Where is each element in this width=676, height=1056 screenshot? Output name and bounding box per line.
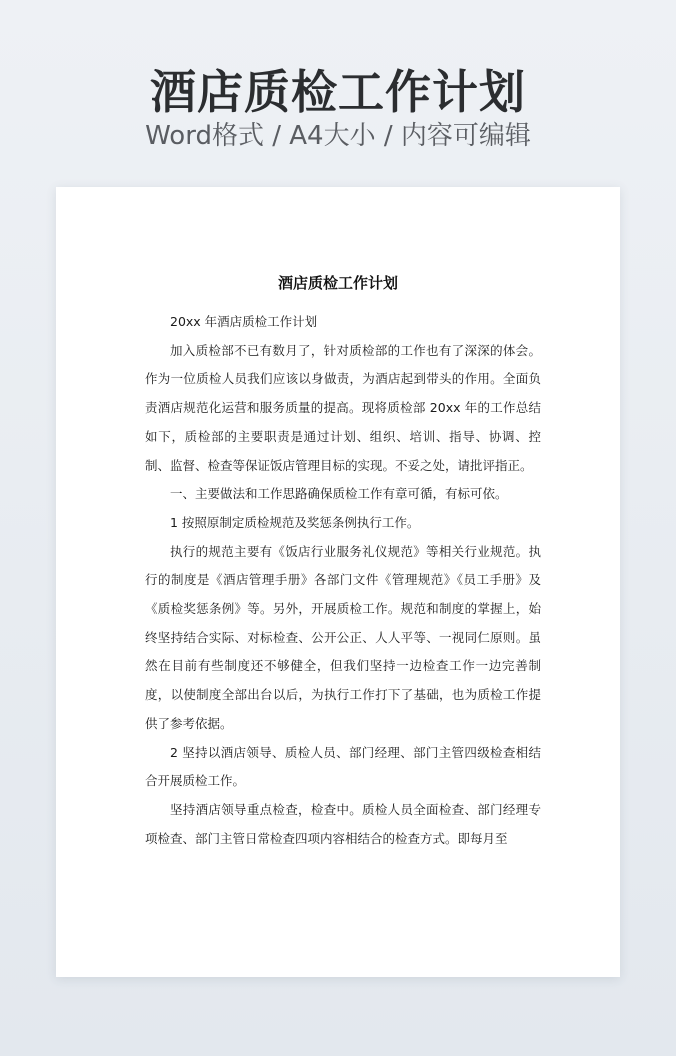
- banner-title: 酒店质检工作计划: [150, 65, 526, 119]
- document-body: [145, 308, 541, 853]
- document-page: [56, 187, 620, 977]
- paragraph-item-two-detail: 坚持酒店领导重点检查，检查中。质检人员全面检查、部门经理专项检查、部门主管日常检查四项内容相结合的检查方式。即每月至: [145, 801, 541, 846]
- paragraph-plan-heading: 20xx 年酒店质检工作计划: [170, 314, 318, 329]
- paragraph-intro: 加入质检部不已有数月了，针对质检部的工作也有了深深的体会。作为一位质检人员我们应该以身做责，为酒店起到带头的作用。全面负责酒店规范化运营和服务质量的提高。现将质检部 20xx 年的工作总结如下，质检部的主要职责是通过计划、组织、培训、指导、协调、控制、监督、检查等保证饭店管理目标的实现。不妥之处，请批评指正。: [145, 342, 541, 473]
- paragraph-item-one-detail: 执行的规范主要有《饭店行业服务礼仪规范》等相关行业规范。执行的制度是《酒店管理手册》各部门文件《管理规范》《员工手册》及《质检奖惩条例》等。另外，开展质检工作。规范和制度的掌握上，始终坚持结合实际、对标检查、公开公正、人人平等、一视同仁原则。虽然在目前有些制度还不够健全，但我们坚持一边检查工作一边完善制度，以使制度全部出台以后，为执行工作打下了基础，也为质检工作提供了参考依据。: [145, 543, 541, 731]
- paragraph-item-one: 1 按照原制定质检规范及奖惩条例执行工作。: [170, 514, 420, 530]
- paragraph-item-two: 2 坚持以酒店领导、质检人员、部门经理、部门主管四级检查相结合开展质检工作。: [145, 744, 541, 789]
- paragraph-section-one: 一、主要做法和工作思路确保质检工作有章可循，有标可依。: [170, 486, 508, 502]
- banner: [0, 0, 676, 186]
- banner-subtitle: Word格式 / A4大小 / 内容可编辑: [145, 121, 531, 151]
- document-title: 酒店质检工作计划: [277, 274, 398, 292]
